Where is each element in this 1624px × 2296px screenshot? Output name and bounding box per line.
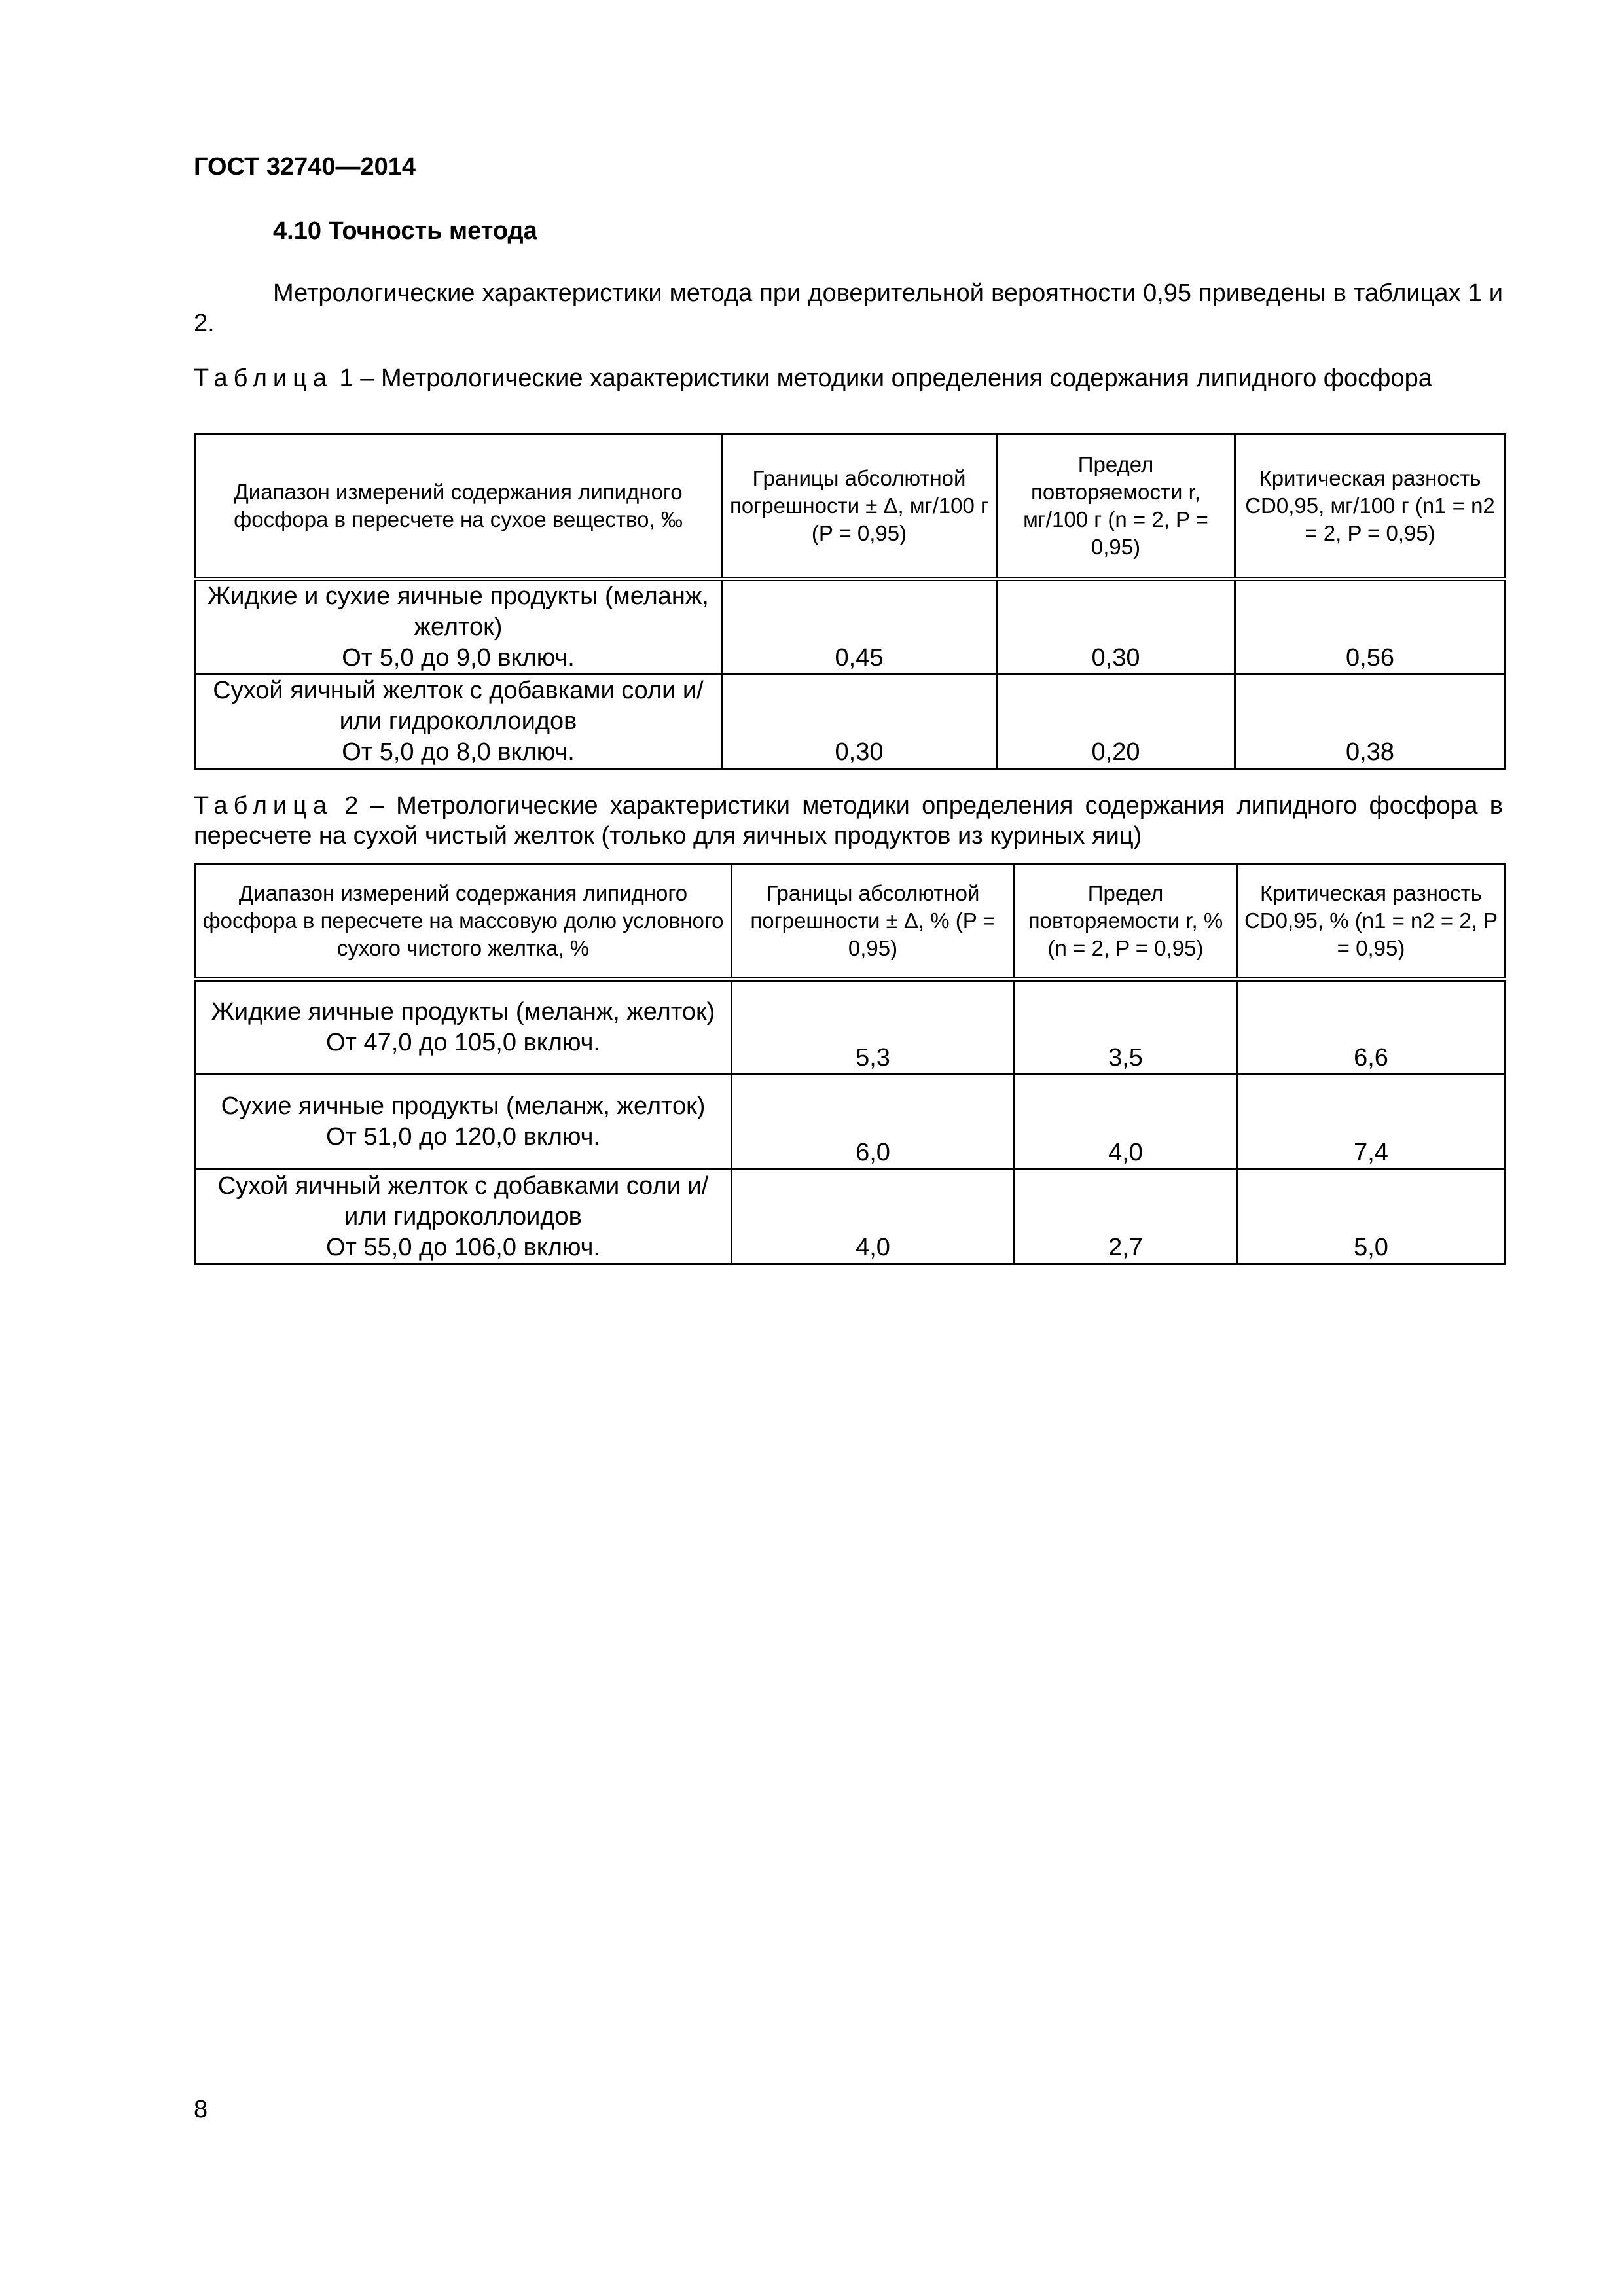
table-row [195, 980, 1506, 1075]
range-cell [195, 980, 732, 1075]
table1-header-cell: Предел повторяемости r, мг/100 г (n = 2, P = 0,95) [997, 435, 1235, 579]
product-name: Сухие яичные продукты (меланж, желток) [221, 1092, 706, 1120]
table2-caption-text: 2 – Метрологические характеристики методики определения содержания липидного фосфора в пересчете на сухой чистый желток (только для яичных продуктов из куриных яиц) [194, 792, 1503, 850]
repeatability-cell: 2,7 [1015, 1170, 1237, 1265]
critical-difference-cell: 5,0 [1237, 1170, 1506, 1265]
table2-header-row [195, 864, 1506, 980]
range-value: От 55,0 до 106,0 включ. [326, 1233, 600, 1261]
table1 [194, 433, 1506, 770]
range-value: От 51,0 до 120,0 включ. [326, 1123, 600, 1151]
table2-header-cell: Предел повторяемости r, % (n = 2, P = 0,95) [1015, 864, 1237, 980]
delta-cell: 6,0 [732, 1075, 1015, 1170]
product-name: Жидкие и сухие яичные продукты (меланж, желток) [208, 583, 709, 641]
product-name: Жидкие яичные продукты (меланж, желток) [211, 998, 715, 1026]
range-cell [195, 675, 722, 769]
table-row [195, 1170, 1506, 1265]
range-cell [195, 1170, 732, 1265]
table-row [195, 579, 1506, 675]
delta-cell: 0,30 [722, 675, 997, 769]
critical-difference-cell: 7,4 [1237, 1075, 1506, 1170]
table1-caption-word: Таблица [194, 365, 333, 392]
range-cell [195, 1075, 732, 1170]
repeatability-cell: 3,5 [1015, 980, 1237, 1075]
table2-caption [194, 791, 1503, 851]
repeatability-cell: 4,0 [1015, 1075, 1237, 1170]
table1-caption [194, 363, 1503, 393]
range-value: От 47,0 до 105,0 включ. [326, 1029, 600, 1056]
repeatability-cell: 0,30 [997, 579, 1235, 675]
range-value: От 5,0 до 9,0 включ. [342, 644, 575, 672]
critical-difference-cell: 0,56 [1235, 579, 1506, 675]
product-name: Сухой яичный желток с добавками соли и/или гидроколлоидов [217, 1172, 709, 1230]
range-value: От 5,0 до 8,0 включ. [342, 738, 575, 766]
table2 [194, 863, 1506, 1265]
table2-header-cell: Границы абсолютной погрешности ± Δ, % (P = 0,95) [732, 864, 1015, 980]
range-cell [195, 579, 722, 675]
table2-header-cell: Диапазон измерений содержания липидного фосфора в пересчете на массовую долю условного сухого чистого желтка, % [195, 864, 732, 980]
critical-difference-cell: 6,6 [1237, 980, 1506, 1075]
delta-cell: 4,0 [732, 1170, 1015, 1265]
table2-caption-word: Таблица [194, 792, 333, 819]
table1-header-cell: Критическая разность CD0,95, мг/100 г (n1 = n2 = 2, P = 0,95) [1235, 435, 1506, 579]
table-row [195, 675, 1506, 769]
table1-caption-text: 1 – Метрологические характеристики методики определения содержания липидного фосфора [333, 365, 1432, 392]
repeatability-cell: 0,20 [997, 675, 1235, 769]
delta-cell: 0,45 [722, 579, 997, 675]
document-code: ГОСТ 32740—2014 [194, 153, 416, 181]
table-row [195, 1075, 1506, 1170]
table1-header-row [195, 435, 1506, 579]
product-name: Сухой яичный желток с добавками соли и/или гидроколлоидов [213, 677, 704, 735]
table1-header-cell: Диапазон измерений содержания липидного фосфора в пересчете на сухое вещество, ‰ [195, 435, 722, 579]
page-number: 8 [194, 2096, 208, 2123]
delta-cell: 5,3 [732, 980, 1015, 1075]
table2-header-cell: Критическая разность CD0,95, % (n1 = n2 = 2, P = 0,95) [1237, 864, 1506, 980]
table1-header-cell: Границы абсолютной погрешности ± Δ, мг/100 г (P = 0,95) [722, 435, 997, 579]
section-title: 4.10 Точность метода [273, 217, 537, 245]
critical-difference-cell: 0,38 [1235, 675, 1506, 769]
section-paragraph: Метрологические характеристики метода при доверительной вероятности 0,95 приведены в таблицах 1 и 2. [194, 279, 1503, 337]
